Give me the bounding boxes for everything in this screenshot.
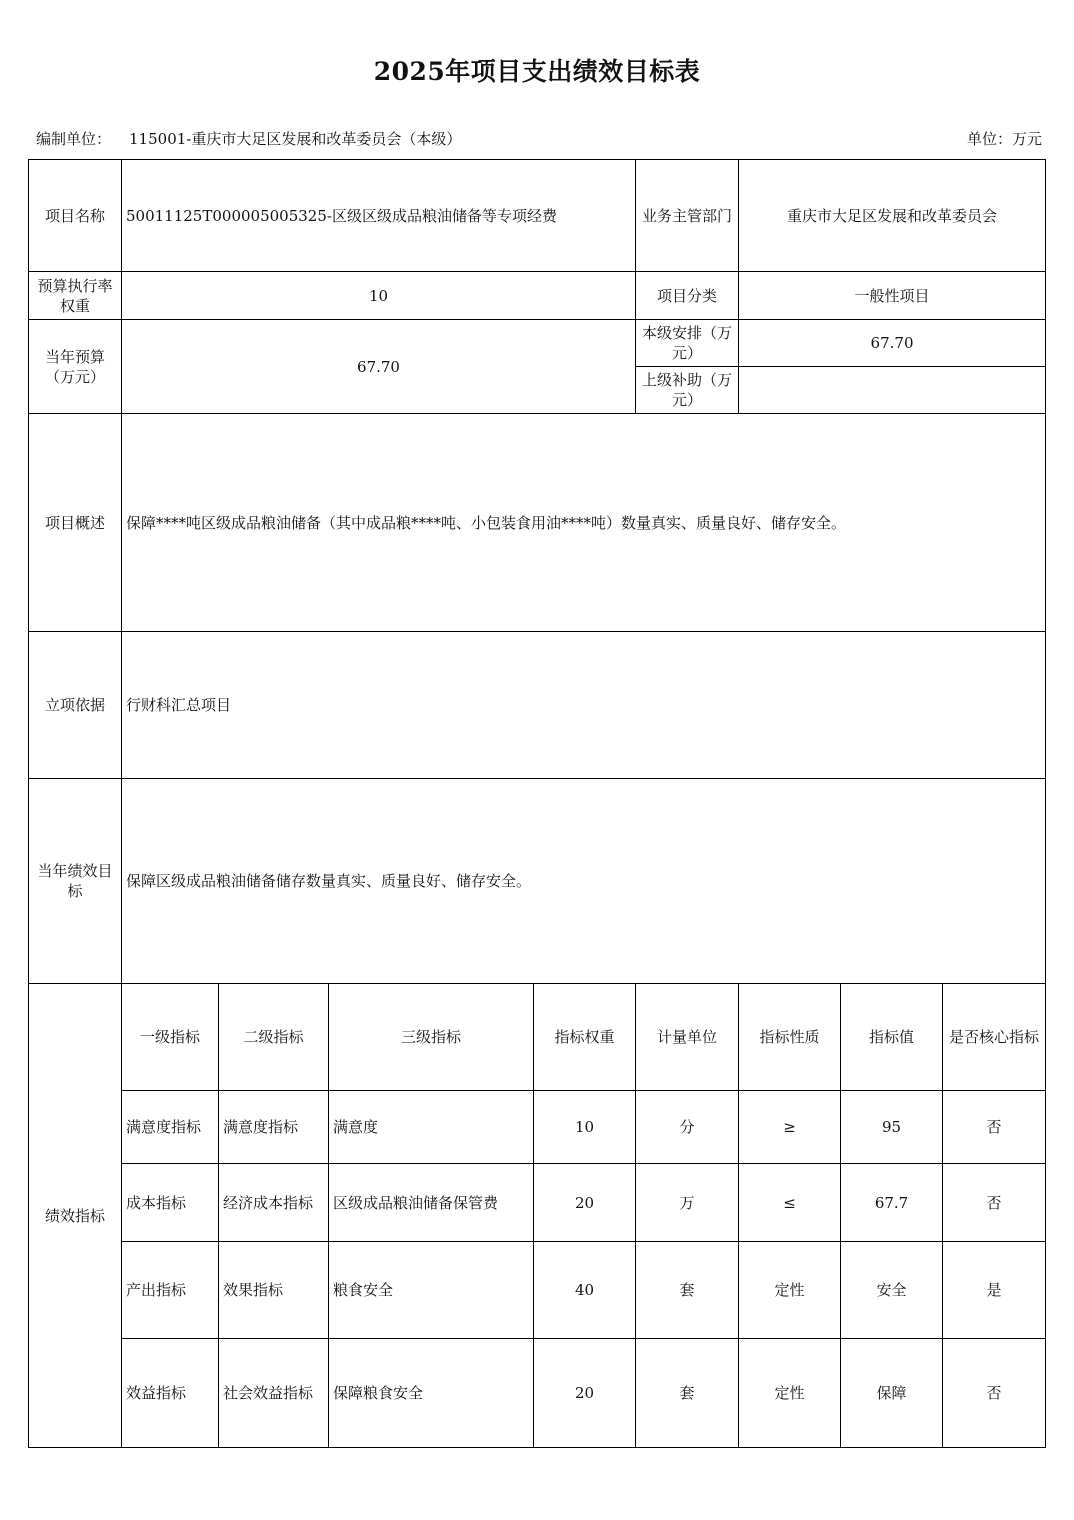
header-weight: 指标权重 <box>534 984 636 1091</box>
performance-table <box>28 159 1046 1448</box>
header-level2: 二级指标 <box>219 984 329 1091</box>
local-value: 67.70 <box>739 320 1046 367</box>
basis-label: 立项依据 <box>29 632 122 779</box>
cell-level2: 社会效益指标 <box>219 1339 329 1448</box>
table-row <box>29 1164 1046 1242</box>
indicator-header-row <box>29 984 1046 1091</box>
cell-core: 否 <box>943 1164 1046 1242</box>
cell-unit: 万 <box>636 1164 739 1242</box>
header-unit: 计量单位 <box>636 984 739 1091</box>
cell-value: 保障 <box>841 1339 943 1448</box>
cell-core: 否 <box>943 1339 1046 1448</box>
cell-level2: 满意度指标 <box>219 1091 329 1164</box>
project-name-label: 项目名称 <box>29 160 122 272</box>
cell-value: 67.7 <box>841 1164 943 1242</box>
project-name-value: 50011125T000005005325-区级区级成品粮油储备等专项经费 <box>122 160 636 272</box>
cell-nature: 定性 <box>739 1242 841 1339</box>
cell-weight: 20 <box>534 1164 636 1242</box>
org-label: 编制单位： <box>36 130 112 148</box>
cell-core: 否 <box>943 1091 1046 1164</box>
budget-value: 67.70 <box>122 320 636 414</box>
header-nature: 指标性质 <box>739 984 841 1091</box>
weight-value: 10 <box>122 272 636 320</box>
page-title: 2025年项目支出绩效目标表 <box>373 57 701 86</box>
cell-weight: 20 <box>534 1339 636 1448</box>
row-weight <box>29 272 1046 320</box>
unit-label: 单位：万元 <box>966 130 1042 148</box>
indicators-label: 绩效指标 <box>29 984 122 1448</box>
cell-nature: ≤ <box>739 1164 841 1242</box>
org-value: 115001-重庆市大足区发展和改革委员会（本级） <box>129 130 462 148</box>
cell-nature: 定性 <box>739 1339 841 1448</box>
category-label: 项目分类 <box>636 272 739 320</box>
table-row <box>29 1339 1046 1448</box>
cell-level2: 经济成本指标 <box>219 1164 329 1242</box>
upper-value <box>739 367 1046 414</box>
header-core: 是否核心指标 <box>943 984 1046 1091</box>
weight-label: 预算执行率权重 <box>29 272 122 320</box>
cell-level1: 效益指标 <box>122 1339 219 1448</box>
row-project-name <box>29 160 1046 272</box>
overview-value: 保障****吨区级成品粮油储备（其中成品粮****吨、小包装食用油****吨）数量真实、质量良好、储存安全。 <box>122 414 1046 632</box>
cell-level3: 粮食安全 <box>329 1242 534 1339</box>
goal-label: 当年绩效目标 <box>29 779 122 984</box>
local-label: 本级安排（万元） <box>636 320 739 367</box>
category-value: 一般性项目 <box>739 272 1046 320</box>
goal-value: 保障区级成品粮油储备储存数量真实、质量良好、储存安全。 <box>122 779 1046 984</box>
cell-weight: 40 <box>534 1242 636 1339</box>
cell-level1: 满意度指标 <box>122 1091 219 1164</box>
cell-value: 安全 <box>841 1242 943 1339</box>
header-level3: 三级指标 <box>329 984 534 1091</box>
dept-value: 重庆市大足区发展和改革委员会 <box>739 160 1046 272</box>
overview-label: 项目概述 <box>29 414 122 632</box>
table-row <box>29 1242 1046 1339</box>
cell-level2: 效果指标 <box>219 1242 329 1339</box>
cell-unit: 分 <box>636 1091 739 1164</box>
row-overview <box>29 414 1046 632</box>
cell-unit: 套 <box>636 1242 739 1339</box>
dept-label: 业务主管部门 <box>636 160 739 272</box>
cell-level3: 保障粮食安全 <box>329 1339 534 1448</box>
org-info <box>36 128 461 149</box>
cell-core: 是 <box>943 1242 1046 1339</box>
row-basis <box>29 632 1046 779</box>
cell-level3: 满意度 <box>329 1091 534 1164</box>
cell-level1: 产出指标 <box>122 1242 219 1339</box>
cell-unit: 套 <box>636 1339 739 1448</box>
budget-label: 当年预算（万元） <box>29 320 122 414</box>
upper-label: 上级补助（万元） <box>636 367 739 414</box>
basis-value: 行财科汇总项目 <box>122 632 1046 779</box>
cell-level3: 区级成品粮油储备保管费 <box>329 1164 534 1242</box>
cell-level1: 成本指标 <box>122 1164 219 1242</box>
table-row <box>29 1091 1046 1164</box>
cell-weight: 10 <box>534 1091 636 1164</box>
cell-value: 95 <box>841 1091 943 1164</box>
cell-nature: ≥ <box>739 1091 841 1164</box>
header-value: 指标值 <box>841 984 943 1091</box>
header-level1: 一级指标 <box>122 984 219 1091</box>
row-goal <box>29 779 1046 984</box>
row-budget <box>29 320 1046 367</box>
